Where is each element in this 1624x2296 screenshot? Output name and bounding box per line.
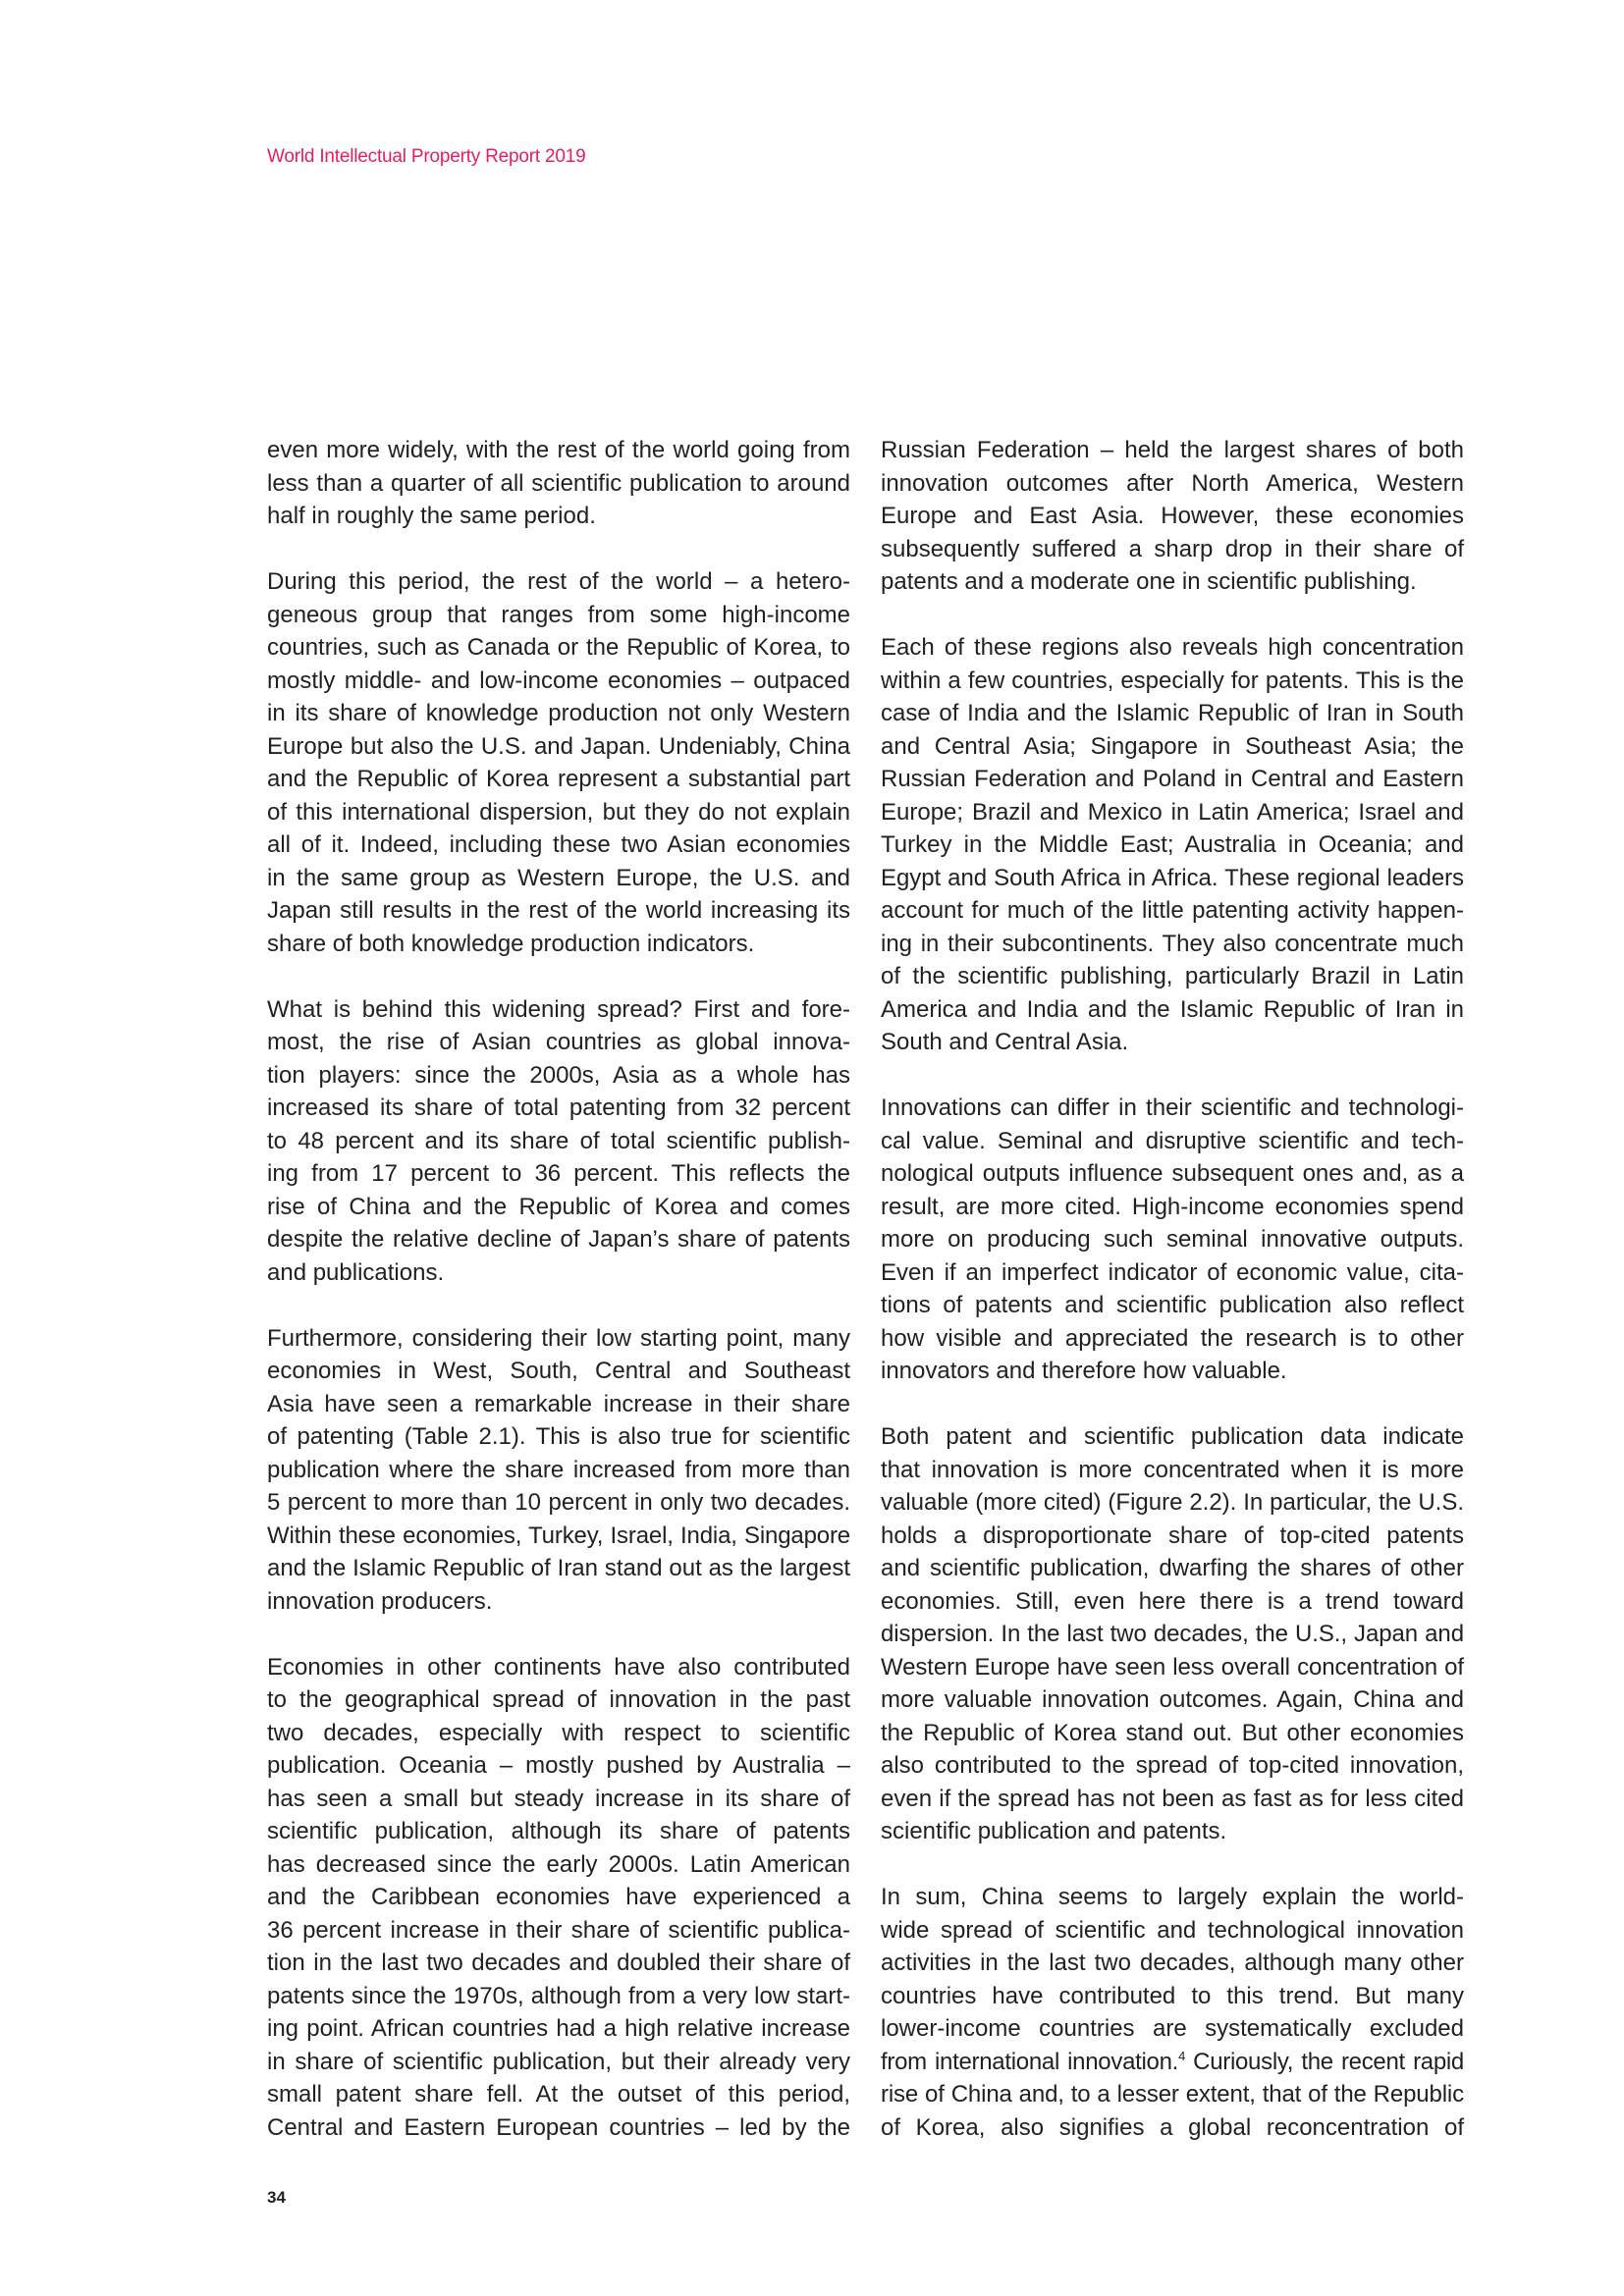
text-line: During this period, the rest of the world – a hetero-	[267, 568, 850, 595]
text-line: result, are more cited. High-income economies spend	[881, 1193, 1464, 1220]
text-line: more on producing such seminal innovative outputs.	[881, 1226, 1464, 1253]
text-line: mostly middle- and low-income economies – outpaced	[267, 667, 850, 694]
paragraph-spacer	[267, 1618, 850, 1651]
text-line: and the Caribbean economies have experienced a	[267, 1884, 850, 1910]
text-line: has seen a small but steady increase in its share of	[267, 1785, 850, 1812]
text-line: wide spread of scientific and technological innovation	[881, 1916, 1464, 1944]
text-line: small patent share fell. At the outset of this period,	[267, 2081, 850, 2108]
paragraph-spacer	[881, 1388, 1464, 1421]
page-number: 34	[267, 2188, 286, 2207]
text-line: subsequently suffered a sharp drop in their share of	[881, 535, 1464, 562]
paragraph-spacer	[881, 599, 1464, 632]
text-line: Asia have seen a remarkable increase in their share	[267, 1390, 850, 1417]
text-line: two decades, especially with respect to scientific	[267, 1719, 850, 1746]
text-line: Western Europe have seen less overall concentration of	[881, 1653, 1464, 1681]
paragraph-spacer	[267, 1289, 850, 1322]
text-line: Russian Federation – held the largest shares of both	[881, 437, 1464, 463]
text-line: rise of China and the Republic of Korea and comes	[267, 1193, 850, 1220]
text-line: countries have contributed to this trend. But many	[881, 1982, 1464, 2009]
text-line: share of both knowledge production indicators.	[267, 930, 755, 957]
text-line: What is behind this widening spread? First and fore-	[267, 995, 850, 1023]
text-line: Each of these regions also reveals high concentration	[881, 634, 1464, 661]
paragraph-spacer	[881, 1059, 1464, 1093]
text-line: Both patent and scientific publication data indicate	[881, 1423, 1464, 1450]
text-line: Even if an imperfect indicator of economic value, cita-	[881, 1258, 1464, 1286]
text-line: nological outputs influence subsequent ones and, as a	[881, 1160, 1464, 1187]
text-line: less than a quarter of all scientific publication to around	[267, 469, 850, 497]
text-line: of Korea, also signifies a global reconcentration of	[881, 2113, 1464, 2141]
text-line: and Central Asia; Singapore in Southeast Asia; the	[881, 732, 1464, 760]
text-line: and the Islamic Republic of Iran stand out as the largest	[267, 1555, 850, 1581]
text-line: 5 percent to more than 10 percent in only two decades.	[267, 1489, 850, 1516]
text-line: holds a disproportionate share of top-cited patents	[881, 1522, 1464, 1549]
text-line: half in roughly the same period.	[267, 503, 596, 529]
text-line: and the Republic of Korea represent a substantial part	[267, 766, 850, 792]
text-line: also contributed to the spread of top-cited innovation,	[881, 1752, 1464, 1779]
text-line: 36 percent increase in their share of scientific publica-	[267, 1916, 850, 1944]
text-line: Within these economies, Turkey, Israel, India, Singapore	[267, 1522, 850, 1549]
paragraph-spacer	[267, 533, 850, 566]
text-line: even more widely, with the rest of the world going from	[267, 437, 850, 463]
text-line: In sum, China seems to largely explain the world-	[881, 1884, 1464, 1910]
text-line: and publications.	[267, 1258, 445, 1286]
text-line: Turkey in the Middle East; Australia in Oceania; and	[881, 831, 1464, 858]
text-line: rise of China and, to a lesser extent, that of the Republic	[881, 2081, 1464, 2108]
text-line: ing in their subcontinents. They also concentrate much	[881, 930, 1464, 957]
text-line: activities in the last two decades, although many other	[881, 1949, 1464, 1976]
text-line: Economies in other continents have also contributed	[267, 1653, 850, 1681]
text-line: of this international dispersion, but they do not explain	[267, 798, 850, 826]
text-line: despite the relative decline of Japan’s share of patents	[267, 1226, 850, 1253]
text-line: of the scientific publishing, particularly Brazil in Latin	[881, 963, 1464, 989]
text-line: patents since the 1970s, although from a very low start-	[267, 1982, 850, 2009]
text-line: of patenting (Table 2.1). This is also true for scientific	[267, 1423, 850, 1450]
footnote-reference[interactable]: 4	[1178, 2048, 1186, 2063]
text-line: scientific publication and patents.	[881, 1818, 1227, 1844]
text-line: patents and a moderate one in scientific publishing.	[881, 568, 1417, 595]
text-line: lower-income countries are systematically excluded	[881, 2015, 1464, 2042]
text-line: valuable (more cited) (Figure 2.2). In particular, the U.S.	[881, 1489, 1464, 1516]
text-line: Innovations can differ in their scientific and technologi-	[881, 1095, 1464, 1121]
paragraph-spacer	[267, 960, 850, 993]
text-line: in its share of knowledge production not only Western	[267, 700, 850, 726]
text-line: account for much of the little patenting activity happen-	[881, 897, 1464, 924]
left-column	[267, 434, 850, 2144]
text-line: Furthermore, considering their low starting point, many	[267, 1324, 850, 1352]
text-line: Europe but also the U.S. and Japan. Undeniably, China	[267, 732, 850, 760]
text-line: has decreased since the early 2000s. Latin American	[267, 1850, 850, 1878]
text-line: and scientific publication, dwarfing the shares of other	[881, 1555, 1464, 1581]
text-line: publication where the share increased from more than	[267, 1456, 850, 1483]
text-line: the Republic of Korea stand out. But other economies	[881, 1719, 1464, 1746]
text-line: to 48 percent and its share of total scientific publish-	[267, 1127, 850, 1154]
text-line: most, the rise of Asian countries as global innova-	[267, 1029, 850, 1055]
text-line: South and Central Asia.	[881, 1029, 1129, 1055]
text-line: within a few countries, especially for patents. This is the	[881, 667, 1464, 694]
text-line: geneous group that ranges from some high-income	[267, 601, 850, 628]
text-line: ing point. African countries had a high relative increase	[267, 2015, 850, 2042]
text-line: tions of patents and scientific publication also reflect	[881, 1292, 1464, 1318]
text-line: countries, such as Canada or the Republic of Korea, to	[267, 634, 850, 661]
text-line: all of it. Indeed, including these two Asian economies	[267, 831, 850, 858]
text-line	[881, 2046, 1464, 2079]
text-line: Egypt and South Africa in Africa. These regional leaders	[881, 864, 1464, 891]
text-line: economies. Still, even here there is a trend toward	[881, 1587, 1464, 1615]
text-line: Europe and East Asia. However, these economies	[881, 503, 1464, 529]
text-fragment: Curiously, the recent rapid	[1185, 2048, 1464, 2075]
text-line: increased its share of total patenting from 32 percent	[267, 1095, 850, 1121]
right-column	[881, 434, 1464, 2144]
text-line: case of India and the Islamic Republic of Iran in South	[881, 700, 1464, 726]
text-line: innovation outcomes after North America, Western	[881, 469, 1464, 497]
text-line: Russian Federation and Poland in Central and Eastern	[881, 766, 1464, 792]
text-line: Europe; Brazil and Mexico in Latin America; Israel and	[881, 798, 1464, 826]
text-line: tion in the last two decades and doubled their share of	[267, 1949, 850, 1976]
text-fragment: from international innovation.	[881, 2048, 1179, 2075]
text-line: in the same group as Western Europe, the U.S. and	[267, 864, 850, 891]
text-line: Japan still results in the rest of the world increasing its	[267, 897, 850, 924]
text-line: cal value. Seminal and disruptive scientific and tech-	[881, 1127, 1464, 1154]
running-header: World Intellectual Property Report 2019	[267, 146, 586, 167]
text-line: more valuable innovation outcomes. Again, China and	[881, 1686, 1464, 1713]
text-line: innovators and therefore how valuable.	[881, 1358, 1287, 1384]
text-line: America and India and the Islamic Republic of Iran in	[881, 995, 1464, 1023]
text-line: in share of scientific publication, but their already very	[267, 2048, 850, 2075]
text-line: publication. Oceania – mostly pushed by Australia –	[267, 1752, 850, 1779]
paragraph-spacer	[881, 1848, 1464, 1882]
text-line: economies in West, South, Central and Southeast	[267, 1358, 850, 1384]
text-line: that innovation is more concentrated when it is more	[881, 1456, 1464, 1483]
text-line: scientific publication, although its share of patents	[267, 1818, 850, 1844]
text-line: Central and Eastern European countries – led by the	[267, 2113, 850, 2141]
text-line: dispersion. In the last two decades, the U.S., Japan and	[881, 1621, 1464, 1647]
text-line: even if the spread has not been as fast as for less cited	[881, 1785, 1464, 1812]
text-line: ing from 17 percent to 36 percent. This reflects the	[267, 1160, 850, 1187]
text-line: to the geographical spread of innovation in the past	[267, 1686, 850, 1713]
text-line: tion players: since the 2000s, Asia as a whole has	[267, 1061, 850, 1089]
text-line: how visible and appreciated the research is to other	[881, 1324, 1464, 1352]
text-line: innovation producers.	[267, 1587, 493, 1615]
